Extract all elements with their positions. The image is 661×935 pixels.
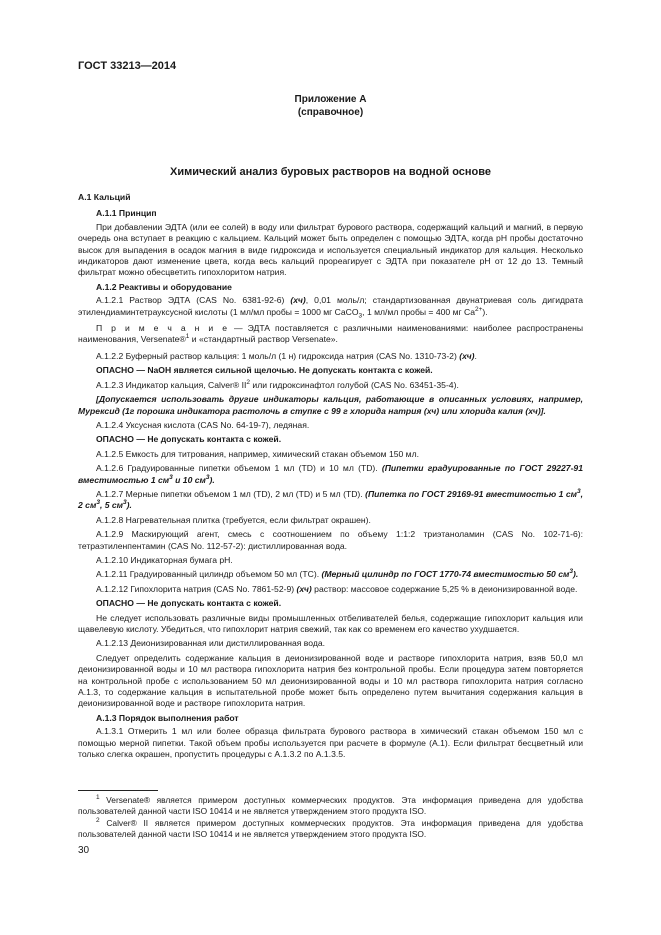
danger-skin-2: ОПАСНО — Не допускать контакта с кожей. [96,598,282,609]
footnote-2: $^2$ Calver® II является примером доступных коммерческих продуктов. Эта информация приведена для удобства пользователей данной части ISO 10414 и не является утверждением этого продукта ISO. [78,817,583,839]
danger-skin-1: ОПАСНО — Не допускать контакта с кожей. [96,434,282,445]
item-a1211: А.1.2.11 Градуированный цилиндр объемом 50 мл (TC). (Мерный цилиндр по ГОСТ 1770-74 вместимостью 50 $см^3$). [96,568,579,580]
item-a1213: А.1.2.13 Деионизированная или дистиллированная вода. [96,638,326,649]
item-a1210: А.1.2.10 Индикаторная бумага pH. [96,554,233,565]
item-a1212: А.1.2.12 Гипохлорита натрия (CAS No. 7861-52-9) (хч) раствор: массовое содержание 5,25 % в деионизированной воде. [96,583,578,594]
item-a126: А.1.2.6 Градуированные пипетки объемом 1 мл (TD) и 10 мл (TD). (Пипетки градуированные по ГОСТ 29227-91 вместимостью 1 $см^3$ и 10 $см^3$). [78,463,583,485]
section-a13-heading: А.1.3 Порядок выполнения работ [96,712,239,723]
bleach-paragraph: Не следует использовать различные виды промышленных отбеливателей белья, содержащие гипохлорит кальция или щавелевую кислоту. Убедиться, что гипохлорит натрия свежий, так как со временем его качество ухудшается. [78,612,583,634]
item-a131: А.1.3.1 Отмерить 1 мл или более образца фильтрата бурового раствора в химический стакан объемом 150 мл с помощью мерной пипетки. Такой объем пробы используется при расчете в формуле (А.1). Если фильтрат бесцветный или только слегка окрашен, пропустить процедуры с А.1.3.2 по А.1.3.5. [78,726,583,760]
item-a128: А.1.2.8 Нагревательная плитка (требуется, если фильтрат окрашен). [96,514,371,525]
allowed-indicators: [Допускается использовать другие индикаторы кальция, работающие в описанных условиях, например, Мурексид (1г порошка индикатора растолочь в ступке с 99 г хлорида натрия (хч) или хлорида калия (хч)]. [78,394,583,416]
danger-naoh: ОПАСНО — NaOH является сильной щелочью. Не допускать контакта с кожей. [96,365,433,376]
determine-paragraph: Следует определить содержание кальция в деионизированной воде и растворе гипохлорита натрия, взяв 50,0 мл деионизированной воды и 10 мл раствора гипохлорита натрия без контрольной пробы. Если процедура затем повторяется на контрольной пробе с использованием 50 мл деионизированной воды и 10 мл раствора гипохлорита натрия согласно А.1.3, то содержание кальция в испытательной пробе может быть определено путем вычитания содержания кальция в деионизированной воде и растворе гипохлорита натрия. [78,652,583,709]
footnote-1: $^1$ Versenate® является примером доступных коммерческих продуктов. Эта информация приведена для удобства пользователей данной части ISO 10414 и не является утверждением этого продукта ISO. [78,794,583,816]
section-a12-heading: А.1.2 Реактивы и оборудование [96,281,232,292]
appendix-kind: (справочное) [297,107,364,118]
item-a129: А.1.2.9 Маскирующий агент, смесь с соотношением по объему 1:1:2 триэтаноламин (CAS No. 102-71-6): тетраэтиленпентамин (CAS No. 112-57-2): дистиллированная вода. [78,529,583,551]
item-a124: А.1.2.4 Уксусная кислота (CAS No. 64-19-7), ледяная. [96,419,310,430]
section-a1-heading: А.1 Кальций [78,192,131,202]
item-a121: А.1.2.1 Раствор ЭДТА (CAS No. 6381-92-6) (хч), 0,01 моль/л; стандартизованная двунатриевая соль дигидрата этилендиаминтетрауксусной кислоты (1 мл/мл пробы = 1000 мг CaCO$_3$, 1 мл/мл пробы = 400 мг $Ca^{2+}$). [78,295,583,320]
principle-paragraph: При добавлении ЭДТА (или ее солей) в воду или фильтрат бурового раствора, содержащий кальций и магний, в первую очередь она вступает в реакцию с кальцием. Кальций может быть определен с помощью ЭДТА, когда pH пробы достаточно высок для выпадения в осадок магния в виде гидроксида и используется специальный индикатор для кальция. Несколько индикаторов дают изменение цвета, когда весь кальций прореагирует с ЭДТА при показателе pH от 12 до 13. Темный фильтрат можно обесцветить гипохлоритом натрия. [78,221,583,278]
item-a123: А.1.2.3 Индикатор кальция, Calver® $II^2$ или гидроксинафтол голубой (CAS No. 63451-35-4). [96,378,459,390]
item-a125: А.1.2.5 Емкость для титрования, например, химический стакан объемом 150 мл. [96,448,419,459]
footnote-separator [78,790,158,791]
standard-header: ГОСТ 33213—2014 [78,60,177,72]
document-body [78,192,583,763]
appendix-label: Приложение А [294,94,367,105]
item-a127: А.1.2.7 Мерные пипетки объемом 1 мл (TD), 2 мл (TD) и 5 мл (TD). (Пипетка по ГОСТ 29169-91 вместимостью 1 $см^3$, 2 $см^3$, 5 $см^3$). [78,488,584,511]
note-paragraph: П р и м е ч а н и е — ЭДТА поставляется с различными наименованиями: наиболее распространены наименования, Versenate®$^1$ и «стандартный раствор Versenate». [78,323,583,345]
page-number: 30 [78,845,90,856]
item-a122: А.1.2.2 Буферный раствор кальция: 1 моль/л (1 н) гидроксида натрия (CAS No. 1310-73-2) (хч). [96,350,477,361]
appendix-title: Химический анализ буровых растворов на водной основе [169,166,491,178]
section-a11-heading: А.1.1 Принцип [96,208,157,219]
